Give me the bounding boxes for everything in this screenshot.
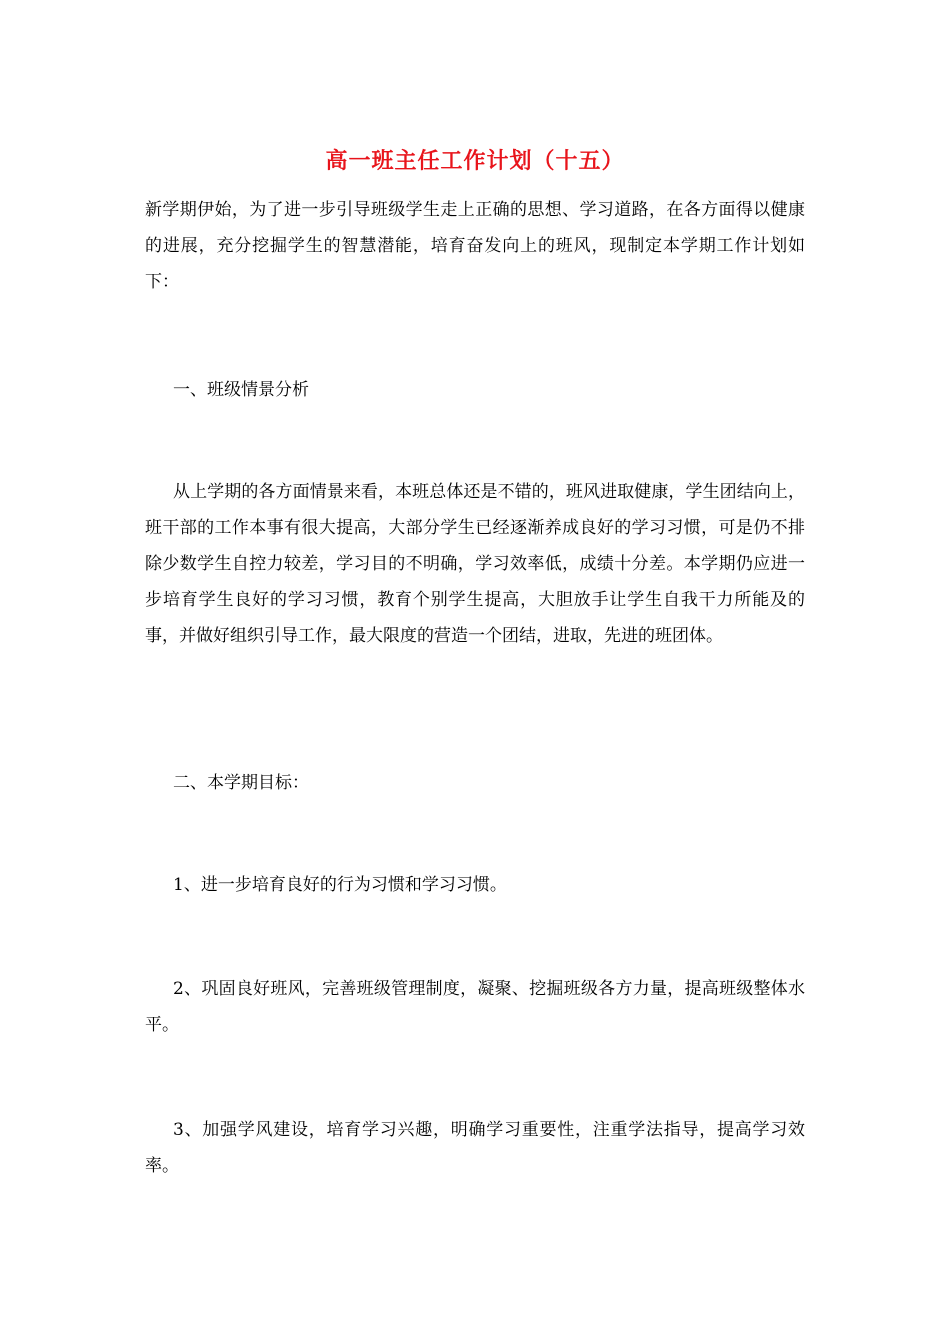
section-heading-semester-goals: 二、本学期目标： [173,773,309,793]
goal-item-2: 2、巩固良好班风，完善班级管理制度，凝聚、挖掘班级各方力量，提高班级整体水平。 [145,979,805,1035]
class-analysis-paragraph: 从上学期的各方面情景来看，本班总体还是不错的，班风进取健康，学生团结向上，班干部的工作本事有很大提高，大部分学生已经逐渐养成良好的学习习惯，可是仍不排除少数学生自控力较差，学习目的不明确，学习效率低，成绩十分差。本学期仍应进一步培育学生良好的学习习惯，教育个别学生提高，大胆放手让学生自我干力所能及的事，并做好组织引导工作，最大限度的营造一个团结，进取，先进的班团体。 [145,482,805,646]
goal-item-1: 1、进一步培育良好的行为习惯和学习习惯。 [173,875,507,895]
goal-item-3: 3、加强学风建设，培育学习兴趣，明确学习重要性，注重学法指导，提高学习效率。 [145,1120,805,1176]
intro-paragraph: 新学期伊始，为了进一步引导班级学生走上正确的思想、学习道路，在各方面得以健康的进展，充分挖掘学生的智慧潜能，培育奋发向上的班风，现制定本学期工作计划如下： [145,200,805,292]
section-heading-class-analysis: 一、班级情景分析 [173,380,309,400]
document-title: 高一班主任工作计划（十五） [325,148,625,174]
